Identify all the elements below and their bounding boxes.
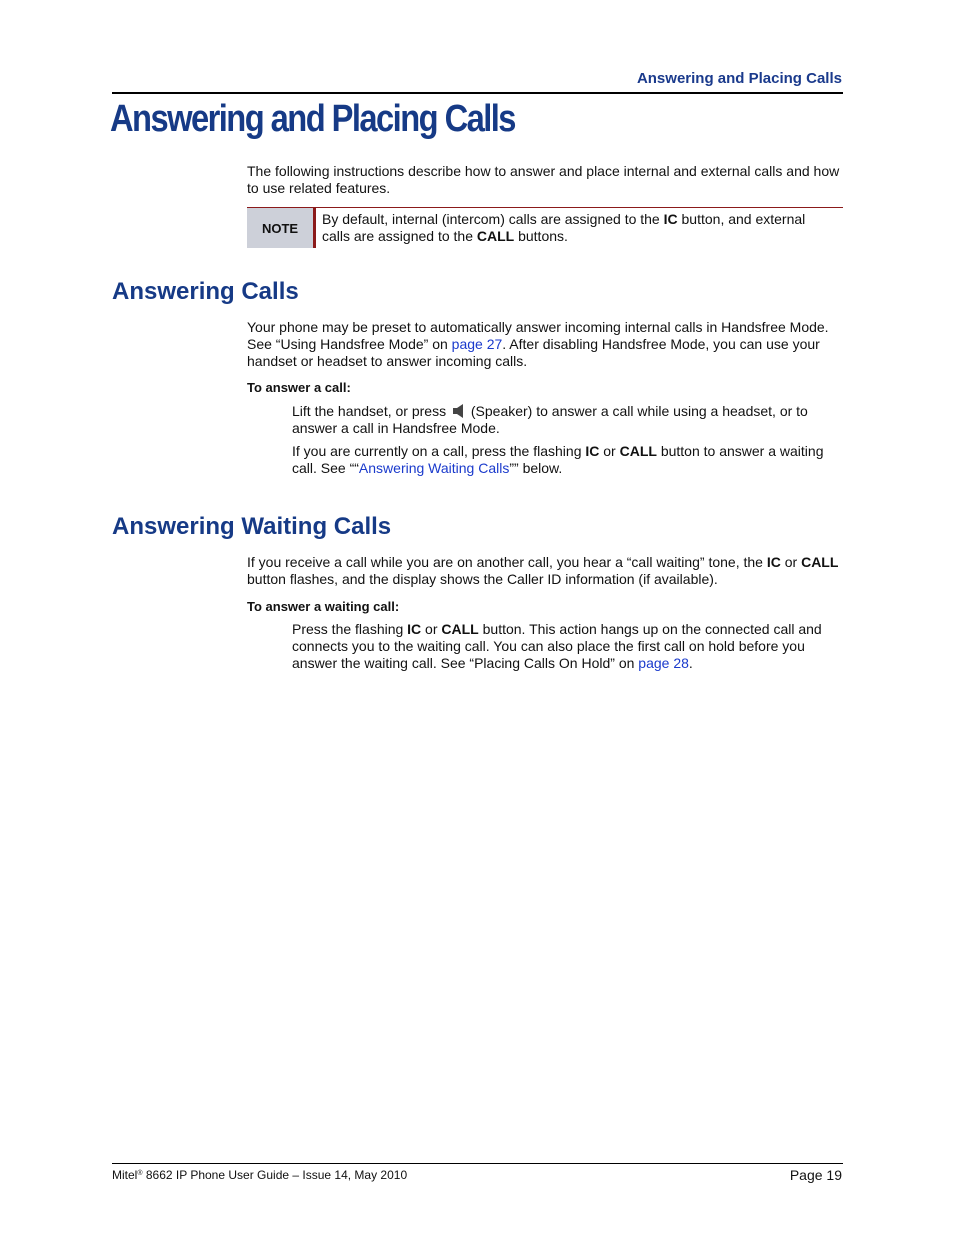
note-text-3: buttons. <box>514 228 568 244</box>
waiting-calls-paragraph <box>247 554 842 588</box>
page-27-link[interactable]: page 27 <box>451 336 503 352</box>
step3-text-b: button. This action hangs up on the connected call and connects you to the waiting call. You can also place the first call on hold before you answer the waiting call. See “Placing Calls On Hold” on <box>292 621 822 671</box>
note-text <box>322 211 822 245</box>
footer-text: 8662 IP Phone User Guide – Issue 14, May 2010 <box>142 1168 408 1182</box>
note-text-1: By default, internal (intercom) calls are assigned to the <box>322 211 664 227</box>
step-lift-handset <box>292 403 832 437</box>
note-call: CALL <box>476 228 515 244</box>
page-number: Page 19 <box>789 1167 842 1183</box>
page-title: Answering and Placing Calls <box>110 98 515 140</box>
para-text-2: . After disabling Handsfree Mode, you can use your handset or headset to answer incoming calls. <box>247 336 820 369</box>
footer-registered-mark: ® <box>137 1170 143 1177</box>
header-rule <box>112 92 843 94</box>
speaker-icon <box>452 404 465 418</box>
answering-waiting-calls-link[interactable]: Answering Waiting Calls <box>358 460 510 476</box>
note-ic: IC <box>663 211 678 227</box>
step1-text-b: (Speaker) to answer a call while using a headset, or to answer a call in Handsfree Mode. <box>292 403 808 436</box>
step3-call: CALL <box>441 621 479 637</box>
note-label: NOTE <box>247 208 313 248</box>
para2-ic: IC <box>766 554 781 570</box>
para2-text-b: button flashes, and the display shows the Caller ID information (if available). <box>247 571 718 587</box>
note-divider <box>313 208 316 248</box>
footer-brand: Mitel <box>112 1168 138 1182</box>
step3-text-c: . <box>688 655 693 671</box>
step2-text-a: If you are currently on a call, press the flashing <box>292 443 586 459</box>
step-flashing-button <box>292 443 832 477</box>
step2-or: or <box>599 443 620 459</box>
footer-doc-info <box>112 1168 407 1182</box>
para2-text-a: If you receive a call while you are on another call, you hear a “call waiting” tone, the <box>247 554 767 570</box>
step3-ic: IC <box>407 621 422 637</box>
para-text-1: Your phone may be preset to automatically answer incoming internal calls in Handsfree Mode. See “Using Handsfree Mode” on <box>247 319 829 352</box>
step1-text-a: Lift the handset, or press <box>292 403 450 419</box>
footer-rule <box>112 1163 843 1164</box>
intro-paragraph: The following instructions describe how to answer and place internal and external calls and how to use related features. <box>247 163 840 196</box>
procedure-heading-answer-waiting-call: To answer a waiting call: <box>247 599 400 614</box>
note-top-rule <box>247 207 843 208</box>
para2-call: CALL <box>801 554 839 570</box>
page-28-link[interactable]: page 28 <box>638 655 689 671</box>
answering-calls-paragraph <box>247 319 842 370</box>
procedure-heading-answer-call: To answer a call: <box>247 380 351 395</box>
para2-or: or <box>780 554 802 570</box>
step2-text-c: ”” below. <box>509 460 563 476</box>
section-heading-answering-waiting-calls: Answering Waiting Calls <box>112 513 392 540</box>
running-header: Answering and Placing Calls <box>636 70 842 87</box>
step2-text-b: button to answer a waiting call. See ““ <box>292 443 824 476</box>
step3-or: or <box>421 621 442 637</box>
step2-call: CALL <box>619 443 657 459</box>
section-heading-answering-calls: Answering Calls <box>112 278 299 305</box>
step2-ic: IC <box>585 443 600 459</box>
step3-text-a: Press the flashing <box>292 621 408 637</box>
step-press-flashing <box>292 621 837 672</box>
note-text-2: button, and external calls are assigned to the <box>322 211 806 244</box>
